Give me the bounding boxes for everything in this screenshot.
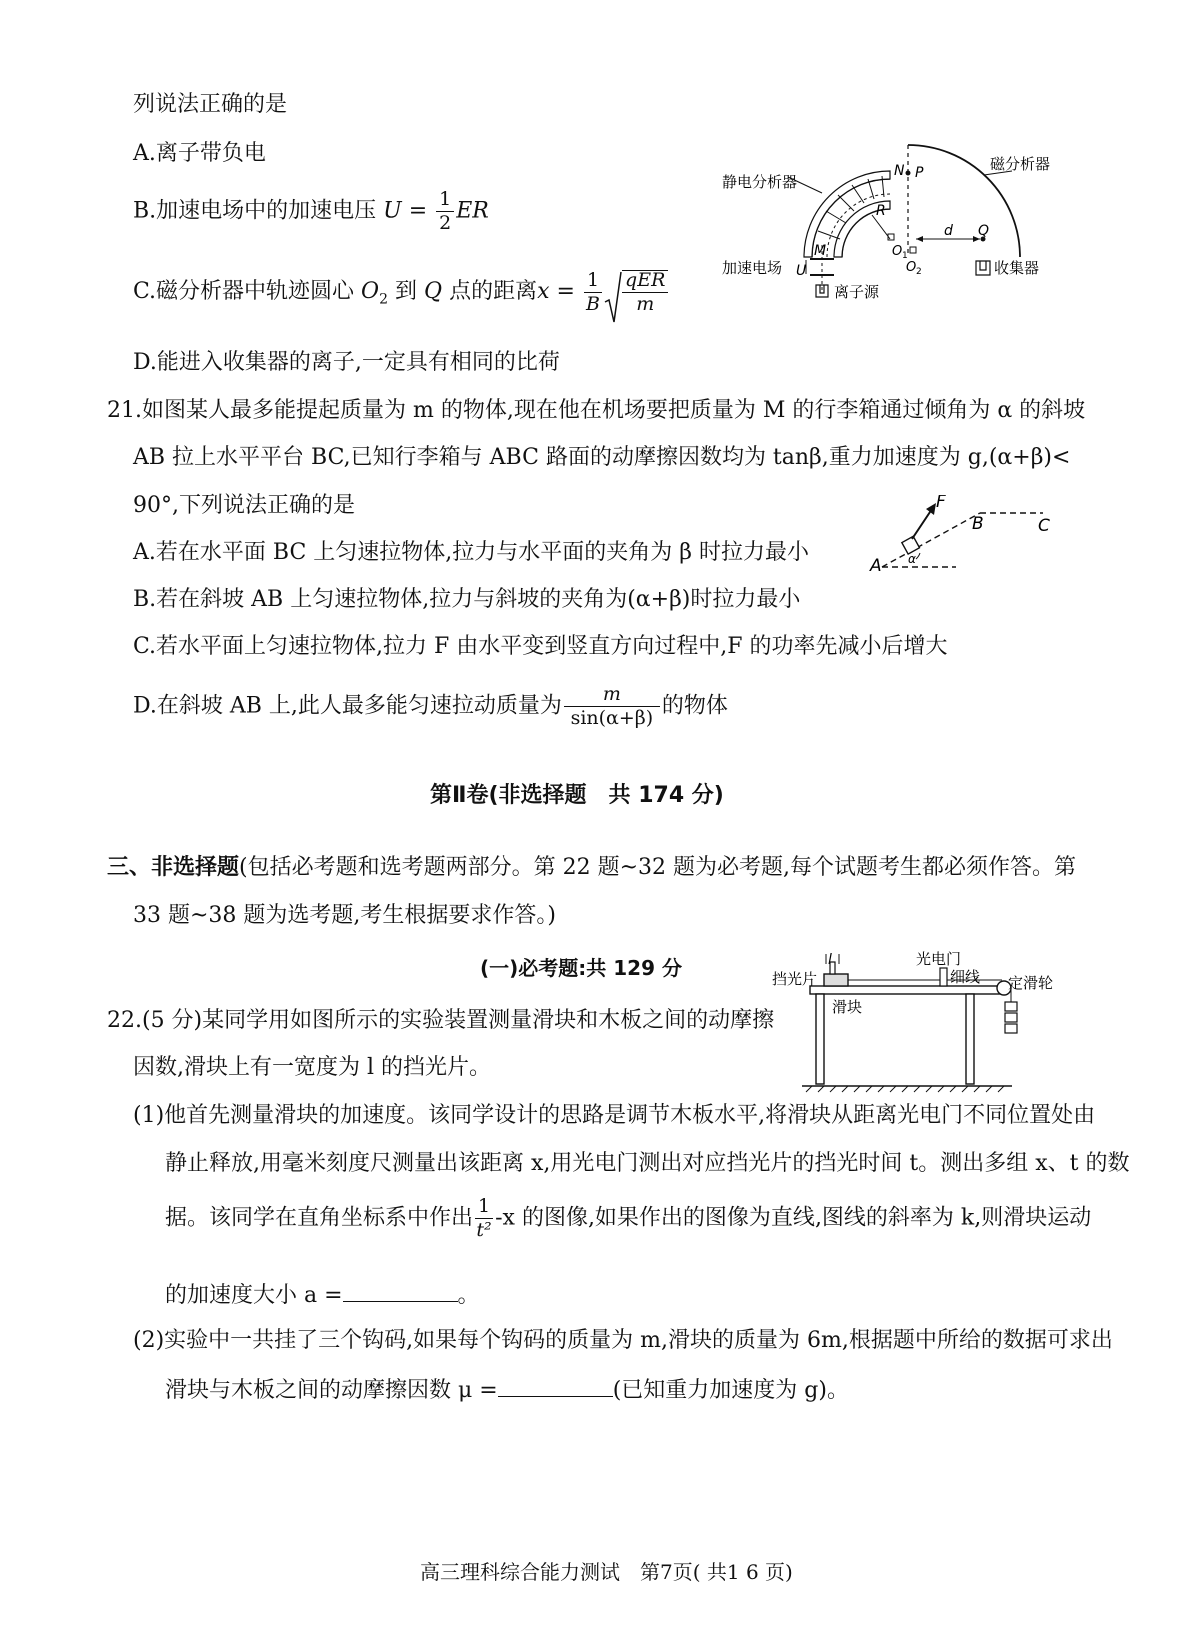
- table-leg-left: [816, 994, 824, 1084]
- fraction-numerator: [564, 685, 660, 707]
- q21-option-a: A.若在水平面 BC 上匀速拉物体,拉力与水平面的夹角为 β 时拉力最小: [133, 540, 809, 565]
- slope-ab: [882, 513, 980, 567]
- label-pulley: 定滑轮: [1008, 974, 1054, 992]
- fraction-denominator: [622, 293, 668, 314]
- q20-option-a: A.离子带负电: [133, 141, 266, 166]
- q22-part1-line3: [165, 1197, 1091, 1240]
- q22-part1-line4-a: 的加速度大小 a =: [165, 1283, 343, 1308]
- collector-icon: [976, 261, 990, 275]
- q21-option-d: [133, 685, 728, 728]
- label-accelerating-field: 加速电场: [722, 259, 783, 277]
- q20-option-c-mid2: 点的距离: [449, 279, 538, 304]
- q22-part1-fraction: [475, 1197, 493, 1240]
- radicand-fraction: [622, 270, 668, 314]
- q21-line1: 21.如图某人最多能提起质量为 m 的物体,现在他在机场要把质量为 M 的行李箱通过倾角为 α 的斜坡: [107, 398, 1086, 423]
- slider-block: [824, 974, 848, 986]
- label-p: P: [915, 165, 924, 181]
- q22-part1-line3-b: -x 的图像,如果作出的图像为直线,图线的斜率为 k,则滑块运动: [495, 1205, 1092, 1231]
- q22-part1-line2: 静止释放,用毫米刻度尺测量出该距离 x,用光电门测出对应挡光片的挡光时间 t。测出多组 x、t 的数: [165, 1151, 1130, 1176]
- label-q: Q: [978, 223, 990, 239]
- sqrt-radical: [604, 270, 670, 314]
- fraction-denominator: t²: [476, 1219, 492, 1241]
- center-o2-marker: [910, 247, 916, 253]
- q22-line2: 因数,滑块上有一宽度为 l 的挡光片。: [133, 1055, 492, 1080]
- q20-option-c-o2: O: [361, 279, 380, 304]
- label-u: U: [796, 263, 807, 279]
- q22-part2-line2-a: 滑块与木板之间的动摩擦因数 μ =: [165, 1378, 498, 1403]
- q22-part1-line1: (1)他首先测量滑块的加速度。该同学设计的思路是调节木板水平,将滑块从距离光电门不同位置处由: [133, 1103, 1096, 1128]
- section-3-line2: 33 题~38 题为选考题,考生根据要求作答。): [133, 903, 556, 928]
- q21-option-d-suffix: 的物体: [661, 693, 728, 719]
- radical-sign-icon: [604, 270, 622, 324]
- q20-option-c-prefix: C.磁分析器中轨迹圆心: [133, 279, 355, 304]
- q20-option-b: B.加速电场中的加速电压 U = $\frac{1}{2}$ ER: [133, 188, 489, 234]
- q20-option-c-o2-sub: 2: [379, 291, 389, 308]
- hook-weight-1: [1005, 1002, 1017, 1011]
- q20-option-c-var: x: [537, 279, 550, 304]
- q22-part1-line4: [165, 1283, 480, 1307]
- answer-blank-acceleration[interactable]: [343, 1283, 458, 1302]
- label-o2-sub: 2: [916, 267, 922, 277]
- label-collector: 收集器: [994, 259, 1040, 277]
- q22-line1: 22.(5 分)某同学用如图所示的实验装置测量滑块和木板之间的动摩擦: [107, 1008, 775, 1033]
- label-l: l: [828, 952, 832, 968]
- label-ion-source: 离子源: [834, 283, 880, 301]
- label-r: R: [876, 203, 886, 219]
- page-footer: 高三理科综合能力测试 第7页( 共1 6 页): [420, 1560, 793, 1584]
- q20-option-d: D.能进入收集器的离子,一定具有相同的比荷: [133, 350, 560, 375]
- fraction-numerator: [622, 271, 668, 293]
- q22-part2-line1: (2)实验中一共挂了三个钩码,如果每个钩码的质量为 m,滑块的质量为 6m,根据题中所给的数据可求出: [133, 1328, 1113, 1353]
- section-2-title: 第Ⅱ卷(非选择题 共 174 分): [430, 783, 724, 808]
- q20-stem-tail: 列说法正确的是: [133, 92, 288, 117]
- hook-weight-2: [1005, 1013, 1017, 1022]
- wooden-board: [810, 986, 1006, 994]
- label-d: d: [944, 223, 953, 239]
- friction-experiment-diagram: [772, 950, 1067, 1095]
- fraction-numerator: 1: [436, 190, 454, 212]
- slope-diagram: [868, 495, 1068, 580]
- answer-blank-friction[interactable]: [498, 1378, 613, 1397]
- q20-option-c-q: Q: [424, 279, 443, 304]
- label-n: N: [894, 163, 905, 179]
- fraction-denominator: 2: [439, 212, 452, 234]
- q21-line3: 90°,下列说法正确的是: [133, 493, 355, 518]
- table-leg-right: [966, 994, 974, 1084]
- q22-part2-line2: [165, 1378, 849, 1402]
- q20-option-b-rhs: ER: [456, 198, 489, 224]
- label-photogate: 光电门: [916, 950, 962, 968]
- mass-spectrometer-diagram: [722, 135, 1067, 305]
- label-magnetic-analyzer: 磁分析器: [990, 155, 1051, 173]
- force-arrow-icon: [926, 503, 936, 515]
- angle-arc: [916, 553, 920, 559]
- label-string: 细线: [950, 968, 981, 986]
- label-f: F: [936, 495, 946, 512]
- q20-option-b-fraction: [436, 190, 454, 233]
- q20-option-c-mid: 到: [395, 279, 418, 304]
- point-p: [906, 171, 911, 176]
- label-m: M: [814, 243, 827, 259]
- q21-line2: AB 拉上水平平台 BC,已知行李箱与 ABC 路面的动摩擦因数均为 tanβ,重力加速度为 g,(α+β)<: [133, 445, 1071, 470]
- floor-hatch: [806, 1086, 1004, 1092]
- force-f-line: [912, 509, 932, 539]
- label-slider: 滑块: [832, 998, 863, 1016]
- section-3-line1-rest: (包括必考题和选考题两部分。第 22 题~32 题为必考题,每个试题考生都必须作答。第: [239, 855, 1076, 880]
- label-alpha: α: [908, 552, 916, 566]
- label-o2: O: [906, 260, 917, 275]
- arrow-left-icon: [916, 236, 923, 242]
- photogate: [940, 968, 947, 986]
- fraction-numerator: 1: [475, 1197, 493, 1219]
- hook-weight-3: [1005, 1024, 1017, 1033]
- q21-option-d-fraction: [564, 685, 660, 728]
- q20-option-b-prefix: B.加速电场中的加速电压: [133, 198, 377, 224]
- q21-option-d-prefix: D.在斜坡 AB 上,此人最多能匀速拉动质量为: [133, 693, 562, 719]
- fraction-denominator: sin(α+β): [570, 707, 654, 729]
- q22-part1-line4-b: 。: [457, 1283, 480, 1308]
- q22-part1-line3-a: 据。该同学在直角坐标系中作出: [165, 1205, 474, 1231]
- label-light-shield: 挡光片: [772, 970, 818, 988]
- section-3-line1: [107, 857, 1076, 879]
- label-o1: O: [892, 244, 903, 259]
- label-o1-sub: 1: [902, 251, 908, 261]
- fraction-denominator: [584, 293, 602, 314]
- section-3-subtitle: (一)必考题:共 129 分: [480, 956, 682, 980]
- q21-option-c: C.若水平面上匀速拉物体,拉力 F 由水平变到竖直方向过程中,F 的功率先减小后增大: [133, 634, 948, 659]
- q20-option-c-rad-den: m: [636, 293, 655, 315]
- q20-option-c-fraction: [584, 268, 602, 315]
- section-3-head: 三、非选择题: [107, 855, 240, 880]
- fraction-numerator: 1: [584, 271, 602, 293]
- q20-option-b-lhs: U: [383, 198, 402, 224]
- label-electrostatic-analyzer: 静电分析器: [722, 173, 798, 191]
- q21-option-d-num: m: [602, 683, 621, 705]
- q21-option-b: B.若在斜坡 AB 上匀速拉物体,拉力与斜坡的夹角为(α+β)时拉力最小: [133, 587, 801, 612]
- label-a: A: [870, 556, 882, 576]
- q20-option-c-rad-num: qER: [625, 269, 666, 291]
- q20-option-c-den: B: [586, 292, 600, 315]
- label-b: B: [972, 514, 984, 534]
- label-c: C: [1038, 516, 1050, 536]
- q22-part2-line2-b: (已知重力加速度为 g)。: [612, 1378, 849, 1403]
- q20-option-c: C.磁分析器中轨迹圆心 $O_2$ 到 Q 点的距离x = $\frac{1}{B}$ $\frac{\text{qER}}{m}$: [133, 270, 670, 314]
